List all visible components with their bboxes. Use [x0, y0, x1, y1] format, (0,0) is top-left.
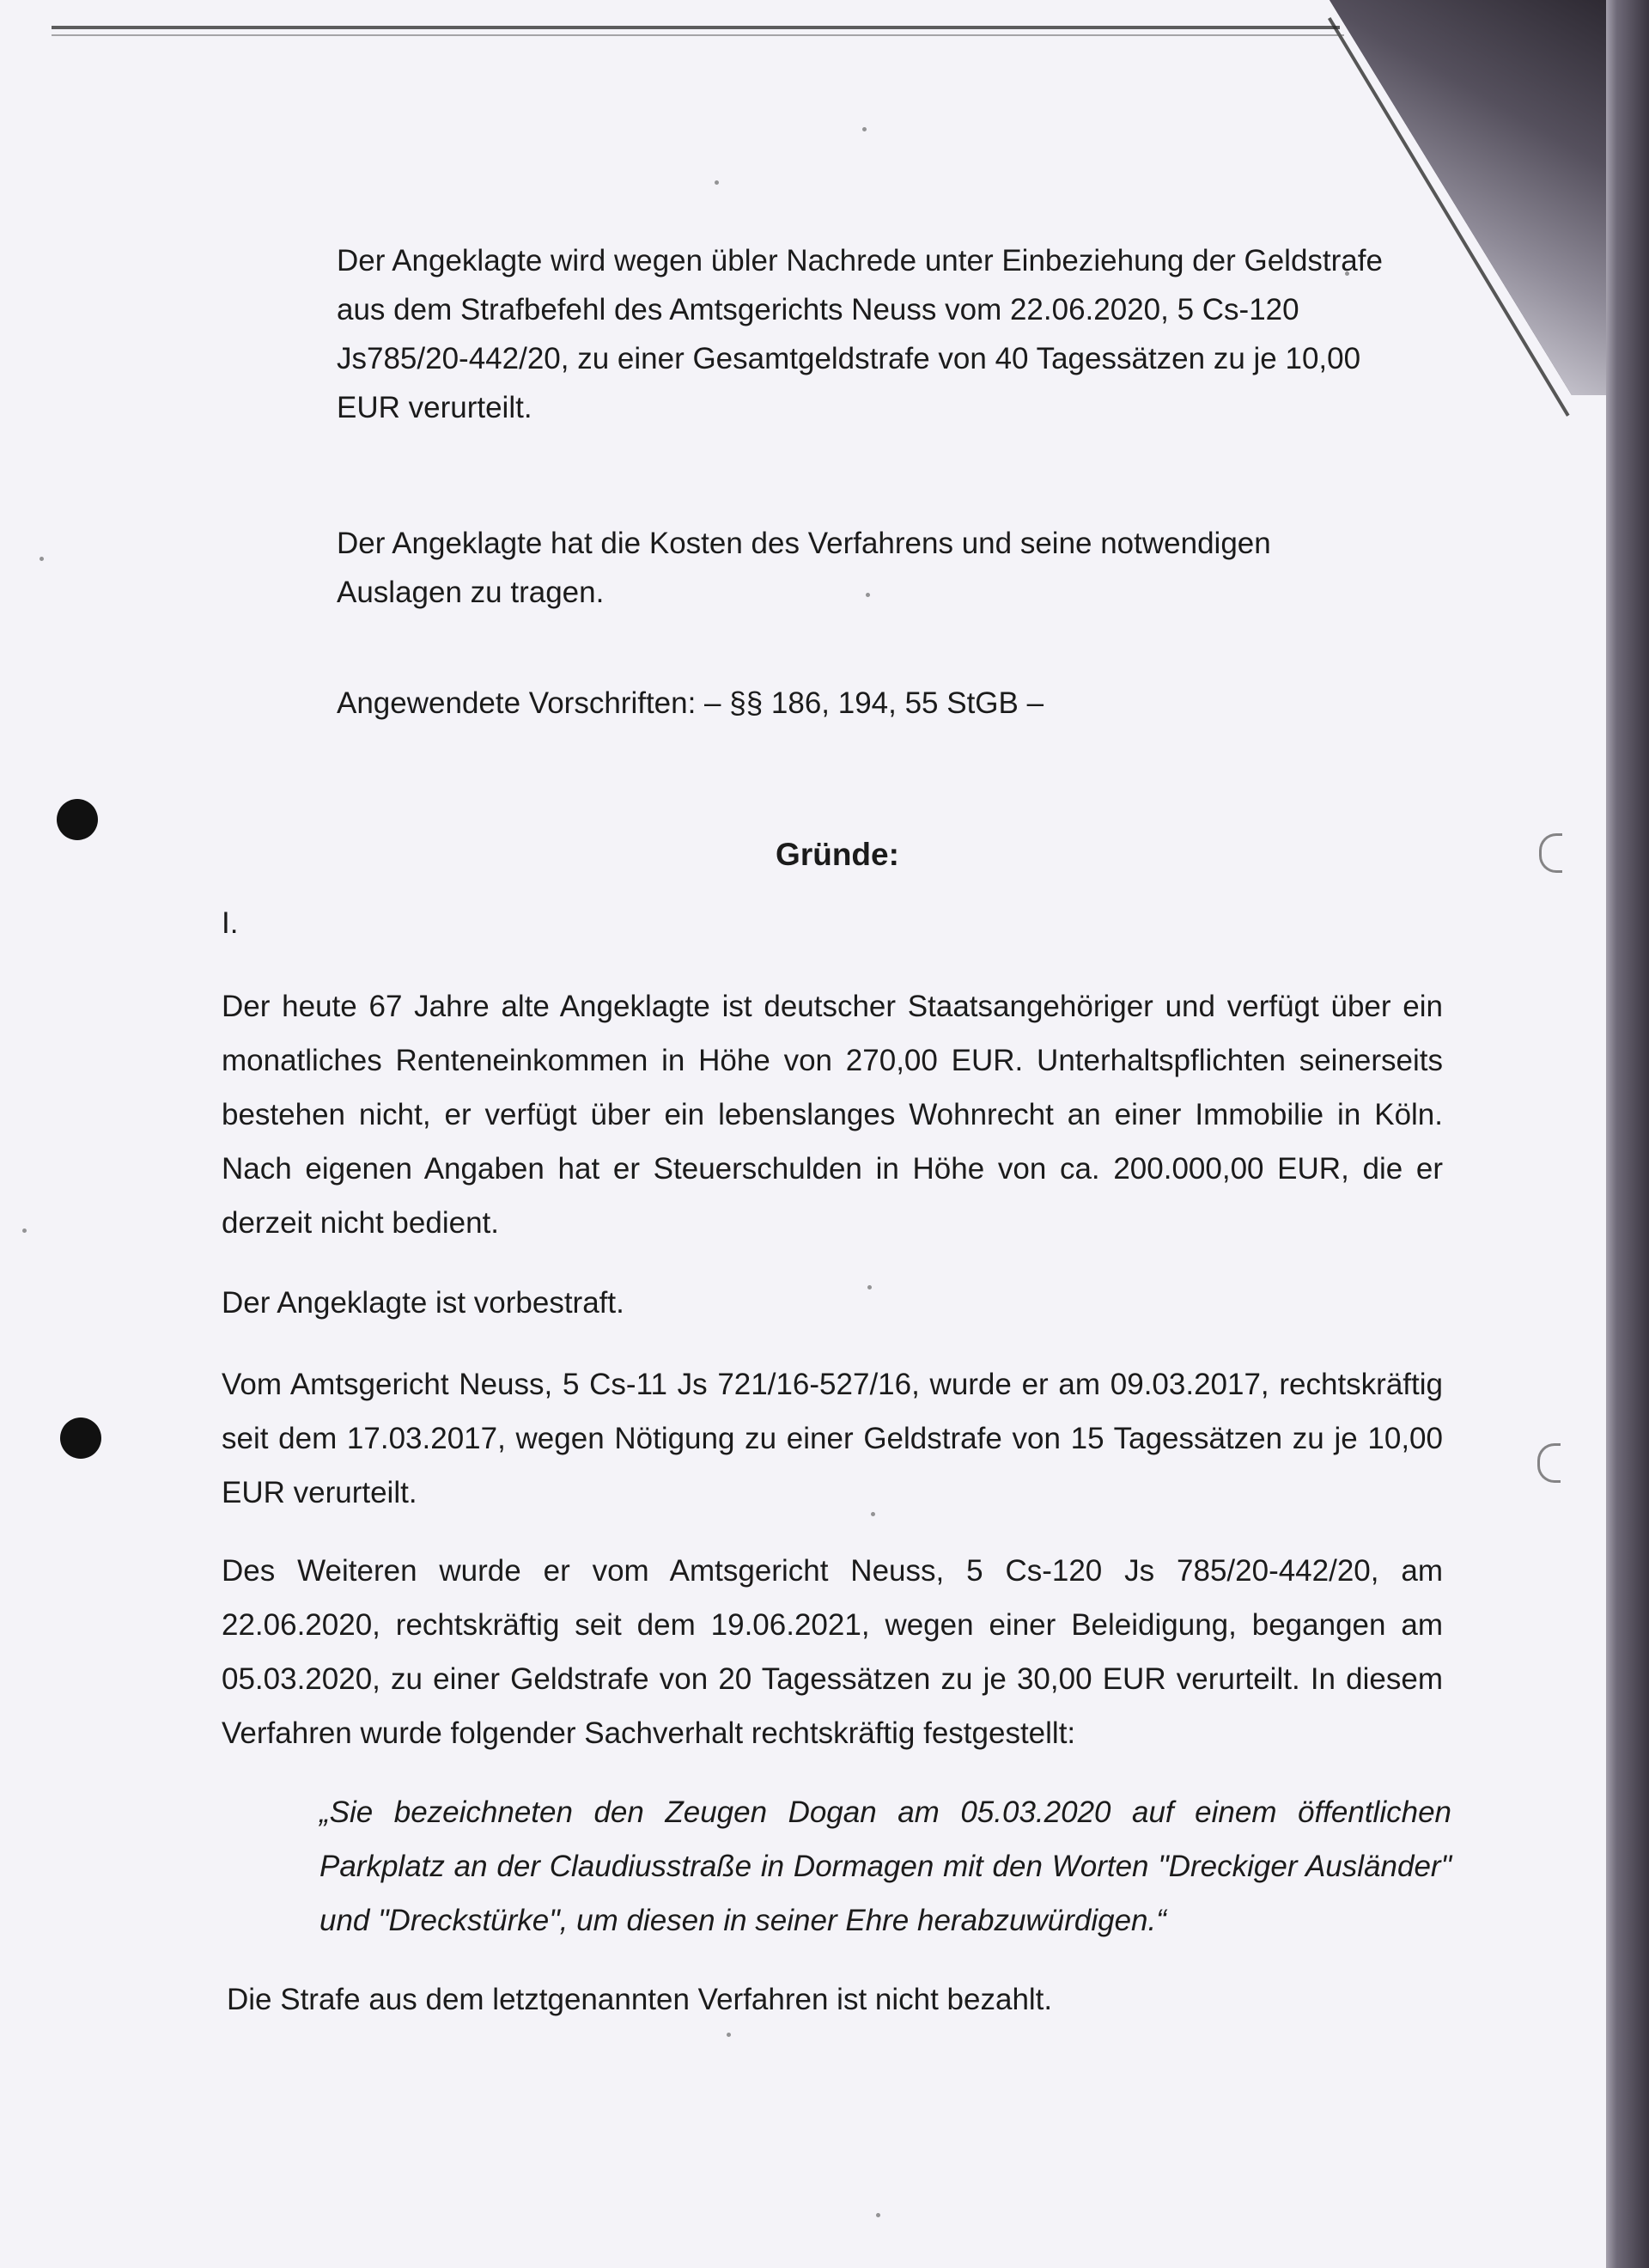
scan-speck	[40, 557, 44, 561]
paragraph-personal-circumstances: Der heute 67 Jahre alte Angeklagte ist deutscher Staatsangehöriger und verfügt über ein monatliches Renteneinkommen in Höhe von 270,00 EUR. Unterhaltspflichten seinerseits bestehen nicht, er verfügt über ein lebenslanges Wohnrecht an einer Immobilie in Köln. Nach eigenen Angaben hat er Steuerschulden in Höhe von ca. 200.000,00 EUR, die er derzeit nicht bedient.	[222, 990, 1443, 1240]
paragraph-second-conviction: Des Weiteren wurde er vom Amtsgericht Neuss, 5 Cs-120 Js 785/20-442/20, am 22.06.2020, rechtskräftig seit dem 19.06.2021, wegen einer Beleidigung, begangen am 05.03.2020, zu einer Geldstrafe von 20 Tagessätzen zu je 30,00 EUR verurteilt. In diesem Verfahren wurde folgender Sachverhalt rechtskräftig festgestellt:	[222, 1554, 1443, 1750]
scan-speck	[862, 127, 867, 131]
scan-speck	[715, 180, 719, 185]
paragraph-prior-convictions: Der Angeklagte ist vorbestraft.	[222, 1286, 624, 1320]
reasons-heading: Gründe:	[776, 837, 899, 872]
scan-speck	[876, 2213, 880, 2217]
scan-speck	[727, 2033, 731, 2037]
top-border-line-secondary	[52, 34, 1344, 36]
punch-hole-icon	[60, 1418, 101, 1459]
paragraph-penalty-unpaid: Die Strafe aus dem letztgenannten Verfahren ist nicht bezahlt.	[227, 1983, 1053, 2016]
scan-speck	[22, 1228, 27, 1233]
verdict-sentence: Der Angeklagte wird wegen übler Nachrede unter Einbeziehung der Geldstrafe aus dem Strafbefehl des Amtsgerichts Neuss vom 22.06.2020, 5 Cs-120 Js785/20-442/20, zu einer Gesamtgeldstrafe von 40 Tagessätzen zu je 10,00 EUR verurteilt.	[337, 244, 1383, 424]
scanner-background-edge	[1599, 0, 1649, 2268]
verdict-applied-provisions: Angewendete Vorschriften: – §§ 186, 194, 55 StGB –	[337, 686, 1044, 720]
quoted-findings: „Sie bezeichneten den Zeugen Dogan am 05.03.2020 auf einem öffentlichen Parkplatz an der Claudiusstraße in Dormagen mit den Worten "Dreckiger Ausländer" und "Dreckstürke", um diesen in seiner Ehre herabzuwürdigen.“	[319, 1796, 1451, 1937]
binder-ring-mark-icon	[1537, 1443, 1561, 1483]
top-border-line	[52, 26, 1340, 29]
section-number: I.	[222, 906, 239, 940]
verdict-costs: Der Angeklagte hat die Kosten des Verfahrens und seine notwendigen Auslagen zu tragen.	[337, 527, 1271, 609]
paragraph-first-conviction: Vom Amtsgericht Neuss, 5 Cs-11 Js 721/16-527/16, wurde er am 09.03.2017, rechtskräftig seit dem 17.03.2017, wegen Nötigung zu einer Geldstrafe von 15 Tagessätzen zu je 10,00 EUR verurteilt.	[222, 1368, 1443, 1509]
